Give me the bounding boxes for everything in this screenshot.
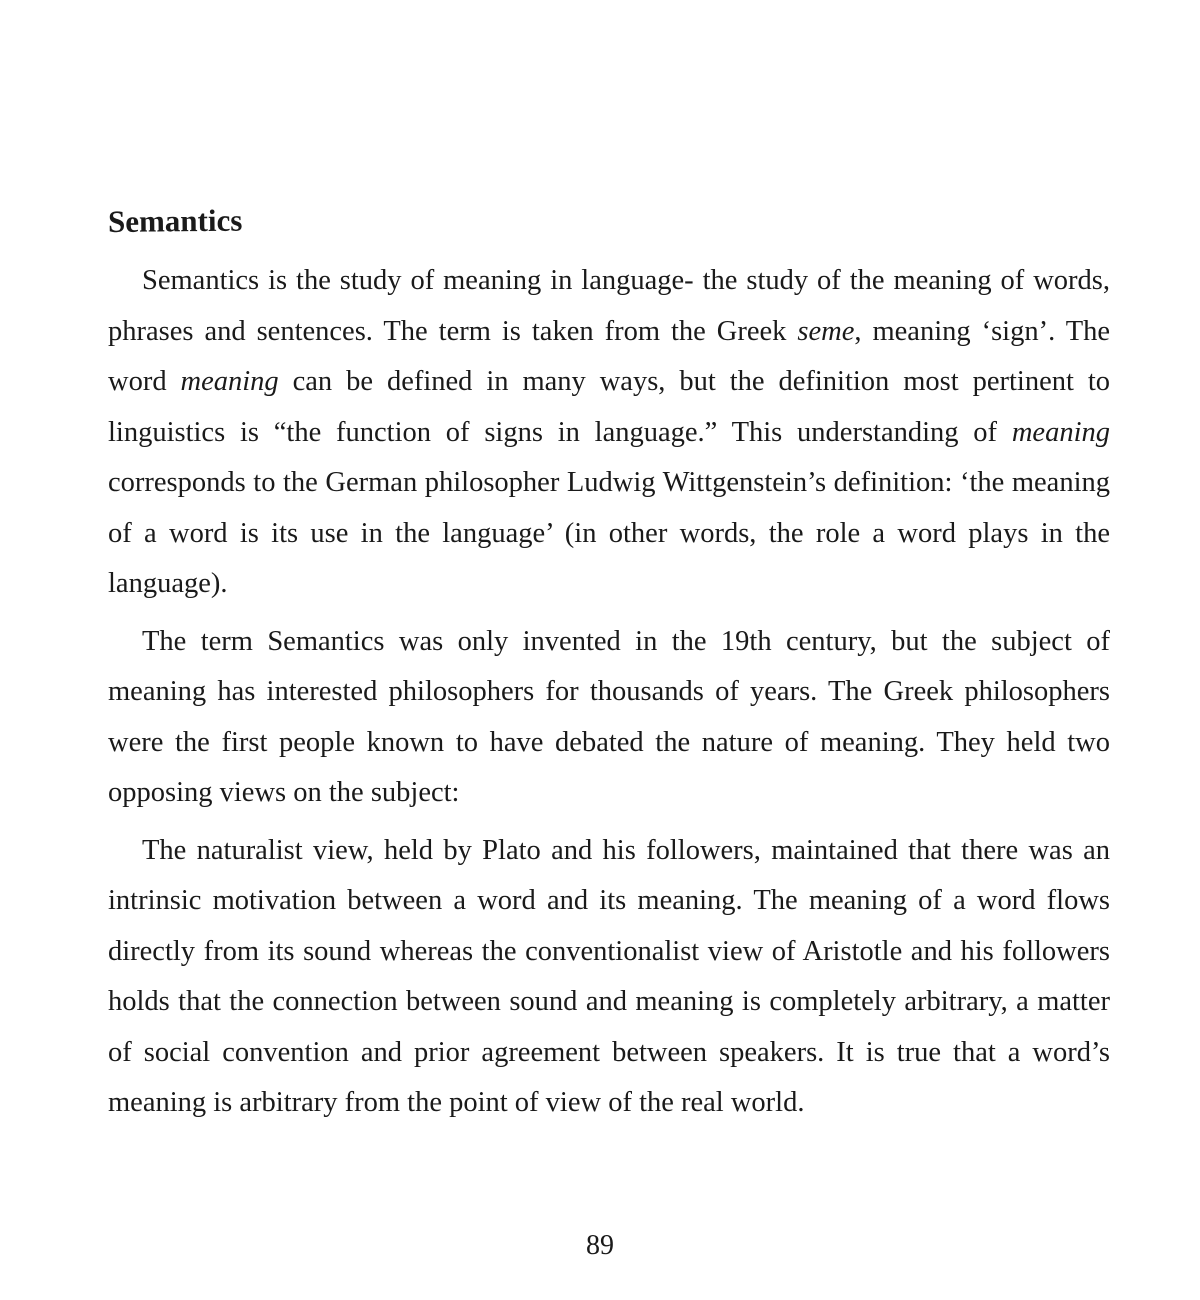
paragraph-1-text: can be defined in many ways, but the definition most pertinent to linguistics is “the function of signs in language.” This understanding of [108, 366, 1110, 448]
paragraph-2: The term Semantics was only invented in the 19th century, but the subject of meaning has interested philosophers for thousands of years. The Greek philosophers were the first people known to have debated the nature of meaning. They held two opposing views on the subject: [108, 625, 1110, 808]
paragraph-1-text: corresponds to the German philosopher Ludwig Wittgenstein’s definition: ‘the meaning of a word is its use in the language’ (in other words, the role a word plays in the language). [108, 467, 1110, 599]
section-heading: Semantics [107, 202, 243, 239]
italic-term-meaning: meaning [180, 366, 279, 397]
italic-term-seme: seme [797, 315, 855, 347]
paragraph-3: The naturalist view, held by Plato and his followers, maintained that there was an intrinsic motivation between a word and its meaning. The meaning of a word flows directly from its sound whereas the conventionalist view of Aristotle and his followers holds that the connection between sound and meaning is completely arbitrary, a matter of social convention and prior agreement between speakers. It is true that a word’s meaning is arbitrary from the point of view of the real world. [108, 834, 1110, 1118]
italic-term-meaning: meaning [1011, 416, 1110, 448]
paragraph-1-text: , meaning ‘sign’. The word [108, 315, 1110, 397]
paragraph-1 [108, 256, 1110, 610]
body-text [108, 256, 1110, 1136]
page-number: 89 [586, 1230, 614, 1261]
paragraph-1-text: Semantics is the study of meaning in language- the study of the meaning of words, phrases and sentences. The term is taken from the Greek [108, 265, 1110, 347]
